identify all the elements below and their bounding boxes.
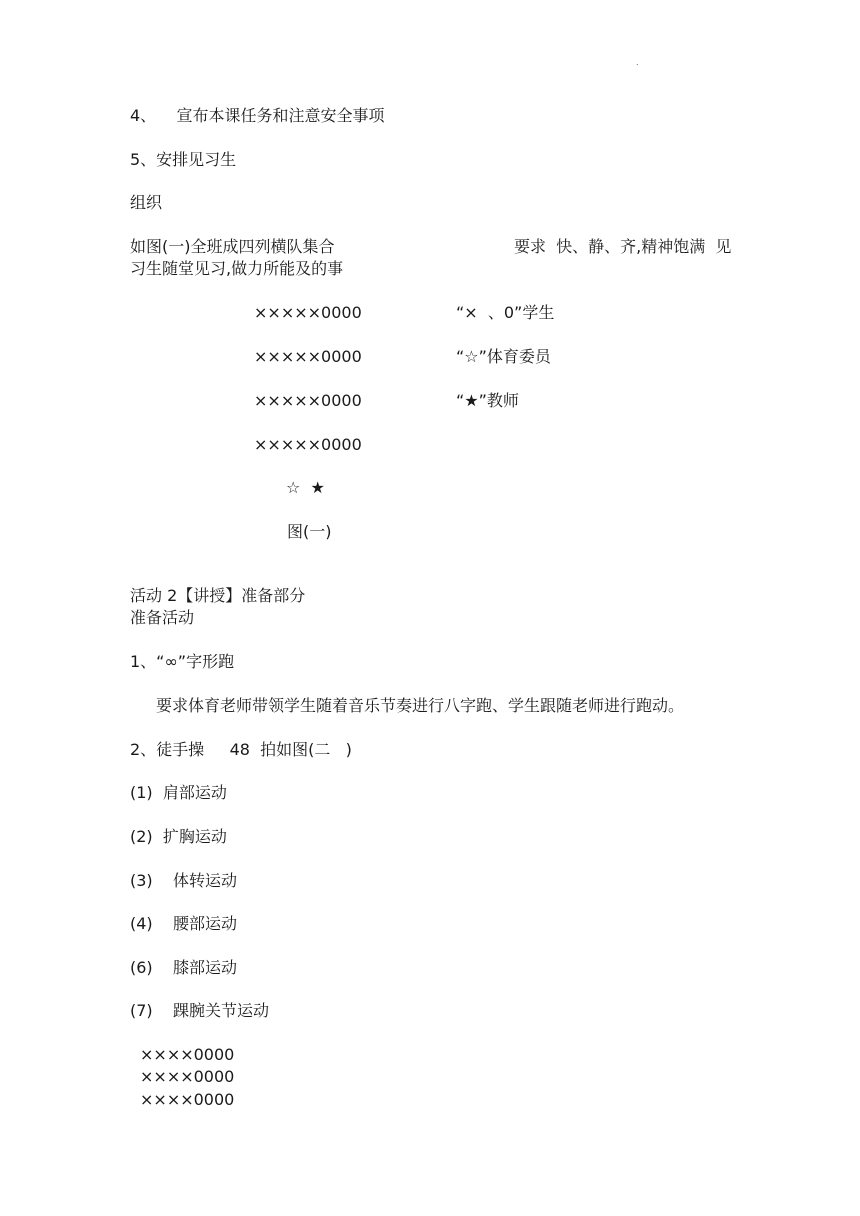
organization-heading: 组织 xyxy=(130,193,163,212)
formation-two-row: ××××0000 xyxy=(140,1045,235,1064)
formation-two-row: ××××0000 xyxy=(140,1090,235,1109)
legend-teacher: “★”教师 xyxy=(456,391,519,410)
assembly-text-continued: 习生随堂见习,做力所能及的事 xyxy=(130,259,344,278)
requirements-text: 要求 快、静、齐,精神饱满 见 xyxy=(514,237,732,256)
formation-row: ×××××0000 xyxy=(254,435,362,454)
run-heading: 1、“∞”字形跑 xyxy=(130,652,235,671)
exercise-item: (3) 体转运动 xyxy=(130,871,238,890)
page-dot-mark: . xyxy=(636,58,639,67)
legend-students: “× 、0”学生 xyxy=(456,303,555,322)
legend-monitor: “☆”体育委员 xyxy=(456,347,551,366)
exercise-item: (6) 膝部运动 xyxy=(130,958,238,977)
formation-row: ×××××0000 xyxy=(254,303,362,322)
item-5: 5、安排见习生 xyxy=(130,150,237,169)
exercise-heading: 2、徒手操 48 拍如图(二 ) xyxy=(130,740,352,759)
figure-caption: 图(一) xyxy=(287,522,332,541)
exercise-item: (7) 踝腕关节运动 xyxy=(130,1001,270,1020)
assembly-text: 如图(一)全班成四列横队集合 xyxy=(130,237,335,256)
formation-stars: ☆ ★ xyxy=(286,478,325,497)
exercise-item: (4) 腰部运动 xyxy=(130,914,238,933)
formation-row: ×××××0000 xyxy=(254,391,362,410)
exercise-item: (1) 肩部运动 xyxy=(130,783,227,802)
exercise-item: (2) 扩胸运动 xyxy=(130,827,227,846)
item-4: 4、 宣布本课任务和注意安全事项 xyxy=(130,106,385,125)
run-requirements: 要求体育老师带领学生随着音乐节奏进行八字跑、学生跟随老师进行跑动。 xyxy=(156,696,685,715)
formation-two-row: ××××0000 xyxy=(140,1067,235,1086)
activity-title: 活动 2【讲授】准备部分 xyxy=(130,586,306,605)
formation-row: ×××××0000 xyxy=(254,347,362,366)
activity-subtitle: 准备活动 xyxy=(130,608,195,627)
